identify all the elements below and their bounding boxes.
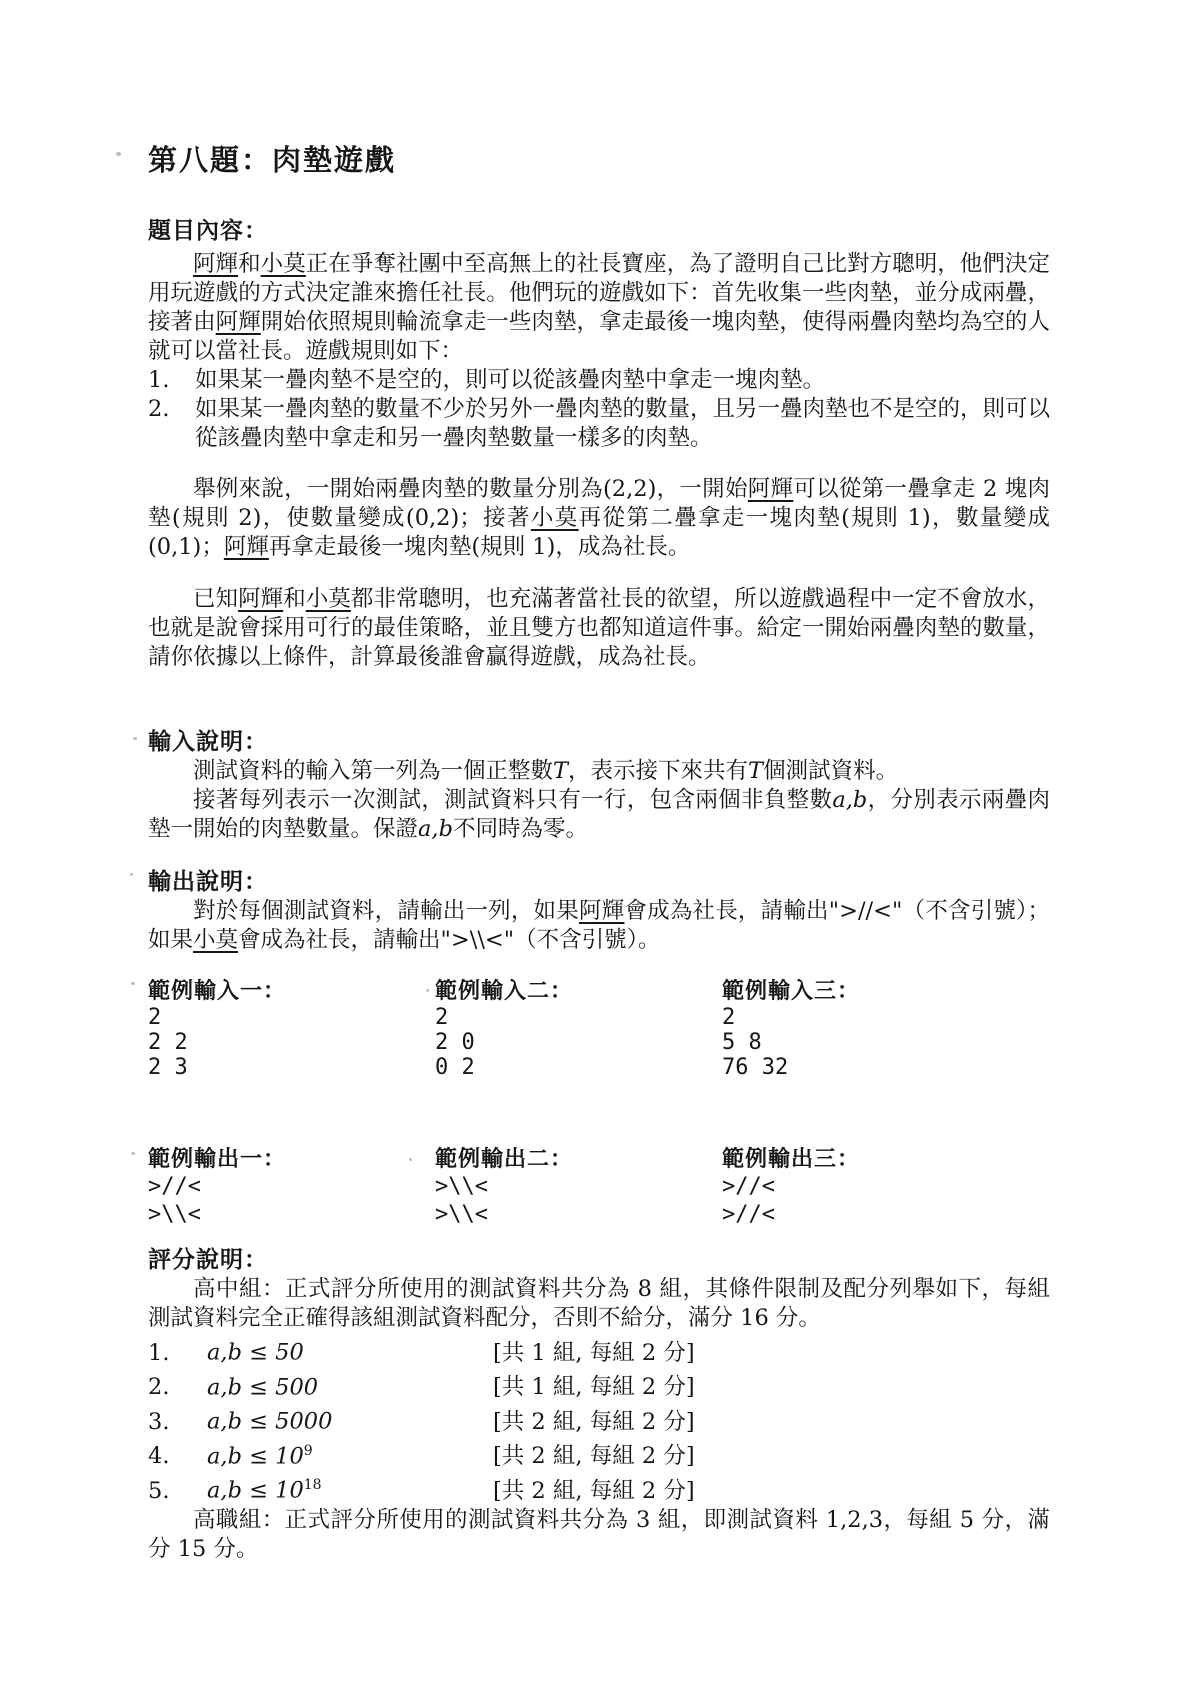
scoring-item-1 [148,1333,1050,1368]
rule-number: 2. [148,396,170,422]
sample-outputs-row [148,1145,1050,1229]
scoring-item-number: 4. [148,1443,170,1469]
section-heading-problem: 題目內容： [148,217,268,244]
scoring-item-number: 3. [148,1408,170,1435]
scoring-paragraph-1: 高中組：正式評分所使用的測試資料共分為 8 組，其條件限制及配分列舉如下，每組測試資料完全正確得該組測試資料配分，否則不給分，滿分 16 分。 [148,1276,1050,1331]
section-heading-output: 輸出說明： [148,868,268,895]
example-paragraph: 舉例來說，一開始兩疊肉墊的數量分別為(2,2)，一開始阿輝可以從第一疊拿走 2 塊肉墊(規則 2)，使數量變成(0,2)；接著小莫再從第二疊拿走一塊肉墊(規則 1)，數量變成(0,1)；阿輝再拿走最後一塊肉墊(規則 1)，成為社長。 [148,476,1050,560]
condition-exponent: 9 [303,1442,313,1459]
section-heading-input: 輸入說明： [148,728,268,755]
rule-text: 如果某一疊肉墊不是空的，則可以從該疊肉墊中拿走一塊肉墊。 [195,367,826,393]
sample-output-label: 範例輸出一： [148,1146,287,1172]
sample-input-line: 2 [148,1005,162,1030]
scoring-item-5 [148,1471,1050,1506]
rule-number: 1. [148,367,170,393]
sample-input-label: 範例輸入一： [148,978,287,1004]
rule-item-1 [148,366,1050,395]
strategy-paragraph: 已知阿輝和小莫都非常聰明，也充滿著當社長的欲望，所以遊戲過程中一定不會放水，也就是說會採用可行的最佳策略，並且雙方也都知道這件事。給定一開始兩疊肉墊的數量，請你依據以上條件，計算最後誰會贏得遊戲，成為社長。 [148,586,1050,670]
sample-output-block-3 [722,1145,1009,1229]
rule-item-2 [148,395,1050,453]
sample-output-block-2 [435,1145,722,1229]
scan-artifact [131,1152,135,1155]
scan-artifact [131,982,135,985]
page-title: 第八題：肉墊遊戲 [148,143,397,177]
scoring-item-number: 1. [148,1339,170,1366]
scoring-item-number: 5. [148,1477,170,1504]
scan-artifact [130,873,133,876]
condition-base: a,b ≤ 500 [207,1374,319,1400]
scan-artifact [116,152,121,156]
condition-base: a,b ≤ 5000 [207,1408,333,1435]
sample-input-line: 5 8 [722,1030,762,1055]
sample-input-line: 2 [722,1005,736,1030]
sample-input-label: 範例輸入三： [722,978,861,1004]
sample-input-line: 2 0 [435,1030,475,1055]
sample-input-block-1 [148,977,435,1080]
scoring-item-number: 2. [148,1374,170,1400]
scoring-item-condition [207,1471,493,1506]
sample-inputs-row [148,977,1050,1080]
scoring-item-condition [207,1333,493,1368]
sample-output-line: >\\< [148,1202,201,1227]
document-content [148,142,1050,1564]
scoring-item-2 [148,1368,1050,1403]
input-paragraph-1: 測試資料的輸入第一列為一個正整數T，表示接下來共有T個測試資料。 [193,758,899,784]
problem-paragraph-1: 阿輝和小莫正在爭奪社團中至高無上的社長寶座，為了證明自己比對方聰明，他們決定用玩遊戲的方式決定誰來擔任社長。他們玩的遊戲如下：首先收集一些肉墊，並分成兩疊，接著由阿輝開始依照規則輪流拿走一些肉墊，拿走最後一塊肉墊，使得兩疊肉墊均為空的人就可以當社長。遊戲規則如下： [148,251,1050,364]
sample-output-line: >//< [722,1174,775,1199]
sample-output-line: >//< [722,1202,775,1227]
condition-exponent: 18 [303,1477,322,1493]
input-paragraph-2: 接著每列表示一次測試，測試資料只有一行，包含兩個非負整數a,b，分別表示兩疊肉墊一開始的肉墊數量。保證a,b不同時為零。 [148,787,1050,842]
sample-input-block-2 [435,977,722,1080]
condition-base: a,b ≤ 50 [207,1339,304,1366]
sample-output-label: 範例輸出二： [435,1146,574,1172]
sample-input-line: 2 [435,1005,449,1030]
sample-input-label: 範例輸入二： [435,978,574,1004]
scoring-item-condition [207,1402,493,1437]
sample-input-line: 2 3 [148,1055,188,1080]
section-heading-scoring: 評分說明： [148,1246,268,1273]
scoring-item-points: [共 2 組, 每組 2 分] [493,1408,695,1435]
sample-output-line: >\\< [435,1202,488,1227]
sample-input-line: 2 2 [148,1030,188,1055]
scoring-item-4 [148,1437,1050,1472]
scoring-item-condition [207,1437,493,1472]
output-paragraph-1: 對於每個測試資料，請輸出一列，如果阿輝會成為社長，請輸出">//<"（不含引號）；如果小莫會成為社長，請輸出">\\<"（不含引號）。 [148,898,1050,953]
rule-text: 如果某一疊肉墊的數量不少於另外一疊肉墊的數量，且另一疊肉墊也不是空的，則可以從該疊肉墊中拿走和另一疊肉墊數量一樣多的肉墊。 [195,396,1051,451]
scoring-item-points: [共 1 組, 每組 2 分] [493,1374,695,1400]
condition-base: a,b ≤ 10 [207,1443,304,1469]
sample-output-label: 範例輸出三： [722,1146,861,1172]
sample-input-line: 76 32 [722,1055,789,1080]
scoring-item-points: [共 2 組, 每組 2 分] [493,1477,695,1504]
sample-input-block-3 [722,977,1009,1080]
sample-input-line: 0 2 [435,1055,475,1080]
sample-output-line: >//< [148,1174,201,1199]
scan-artifact [133,737,137,740]
sample-output-line: >\\< [435,1174,488,1199]
scoring-item-3 [148,1402,1050,1437]
scoring-paragraph-2: 高職組：正式評分所使用的測試資料共分為 3 組，即測試資料 1,2,3，每組 5 分，滿分 15 分。 [148,1506,1050,1562]
scoring-item-condition [207,1368,493,1403]
condition-base: a,b ≤ 10 [207,1477,304,1504]
sample-output-block-1 [148,1145,435,1229]
scoring-item-points: [共 2 組, 每組 2 分] [493,1443,695,1469]
scoring-item-points: [共 1 組, 每組 2 分] [493,1339,695,1366]
